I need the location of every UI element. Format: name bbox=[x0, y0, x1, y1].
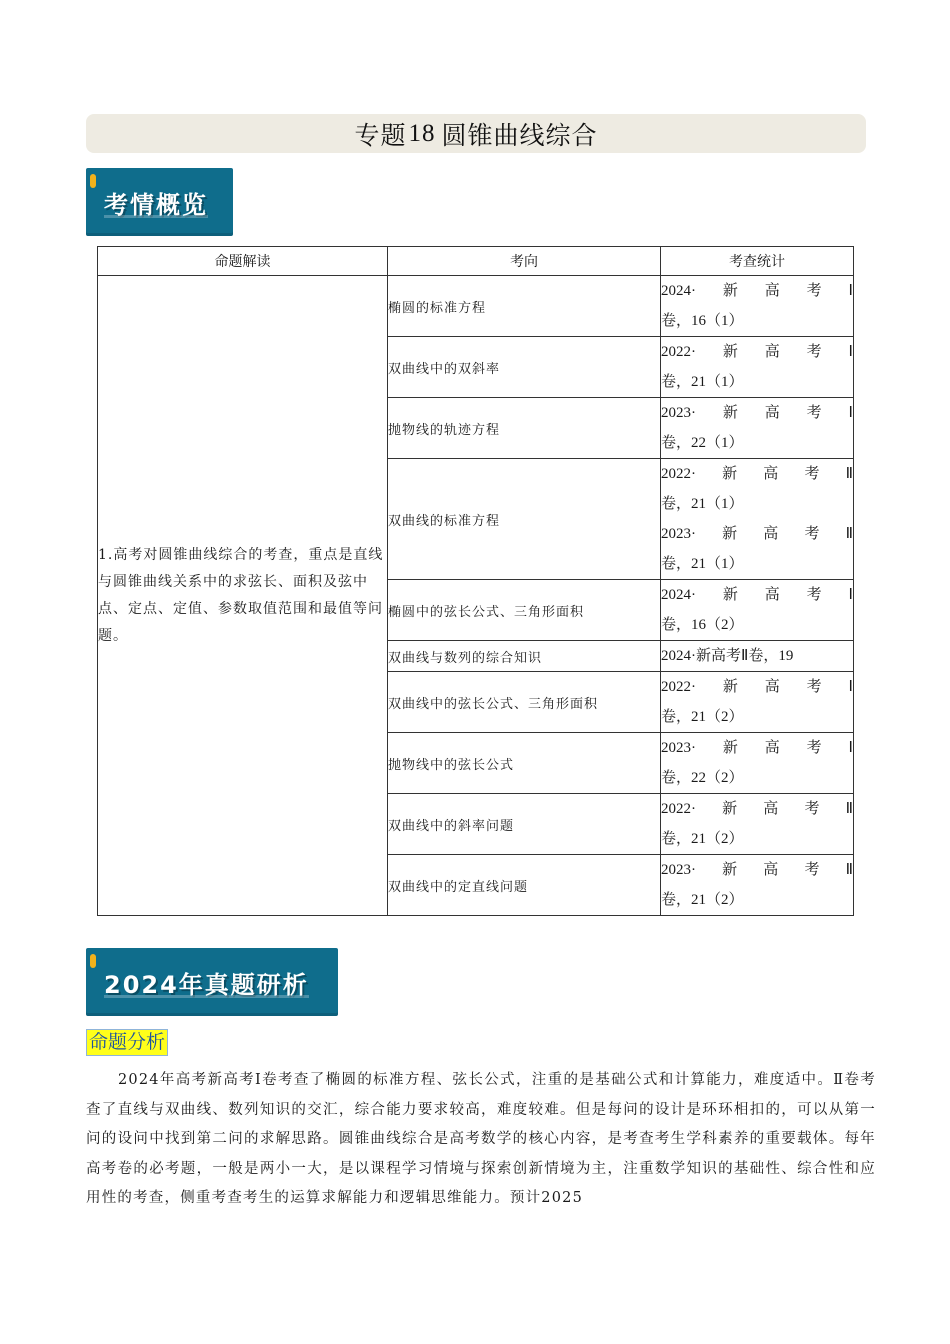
stat-line bbox=[661, 855, 853, 885]
stat-part: 2024· bbox=[661, 283, 696, 299]
stat-part: Ⅰ bbox=[848, 740, 853, 756]
stat-line bbox=[661, 672, 853, 702]
stat-part: 考 bbox=[804, 862, 820, 878]
stat-part: 2023· bbox=[661, 862, 696, 878]
exam-statistics bbox=[661, 580, 854, 641]
stat-part: 考 bbox=[804, 466, 820, 482]
exam-direction: 双曲线的标准方程 bbox=[388, 459, 661, 580]
stat-part: 2024· bbox=[661, 587, 696, 603]
stat-part: 考 bbox=[806, 283, 822, 299]
stat-part: 考 bbox=[804, 526, 820, 542]
stat-line: 卷，21（2） bbox=[661, 709, 744, 725]
exam-direction: 椭圆中的弦长公式、三角形面积 bbox=[388, 580, 661, 641]
stat-part: Ⅱ bbox=[845, 862, 853, 878]
analysis-paragraph: 2024年高考新高考Ⅰ卷考查了椭圆的标准方程、弦长公式，注重的是基础公式和计算能力，难度适中。Ⅱ卷考查了直线与双曲线、数列知识的交汇，综合能力要求较高，难度较难。但是每问的设计是环环相扣的，可以从第一问的设问中找到第二问的求解思路。圆锥曲线综合是高考数学的核心内容，是考查考生学科素养的重要载体。每年高考卷的必考题，一般是两小一大，是以课程学习情境与探索创新情境为主，注重数学知识的基础性、综合性和应用性的考查，侧重考查考生的运算求解能力和逻辑思维能力。预计2025 bbox=[86, 1072, 876, 1206]
exam-direction: 双曲线与数列的综合知识 bbox=[388, 641, 661, 672]
stat-line bbox=[661, 459, 853, 489]
stat-part: 2022· bbox=[661, 344, 696, 360]
title-prefix: 专题 bbox=[354, 120, 407, 150]
table-header-cell: 考向 bbox=[388, 247, 661, 276]
stat-part: Ⅰ bbox=[848, 405, 853, 421]
stat-line: 卷，22（1） bbox=[661, 435, 744, 451]
exam-statistics bbox=[661, 398, 854, 459]
stat-part: 高 bbox=[764, 679, 780, 695]
stat-text: 2024·新高考Ⅱ卷，19 bbox=[661, 648, 794, 664]
stat-part: 新 bbox=[722, 405, 738, 421]
exam-statistics bbox=[661, 733, 854, 794]
stat-part: 考 bbox=[806, 344, 822, 360]
stat-part: 新 bbox=[722, 344, 738, 360]
stat-line bbox=[661, 337, 853, 367]
stat-part: Ⅰ bbox=[848, 679, 853, 695]
stat-part: 2022· bbox=[661, 466, 696, 482]
stat-part: 新 bbox=[722, 283, 738, 299]
exam-statistics bbox=[661, 459, 854, 580]
stat-part: Ⅱ bbox=[845, 466, 853, 482]
topic-description: 1.高考对圆锥曲线综合的考查，重点是直线与圆锥曲线关系中的求弦长、面积及弦中点、定点、定值、参数取值范围和最值等问题。 bbox=[98, 276, 388, 916]
badge-notch bbox=[90, 954, 96, 968]
stat-part: 考 bbox=[806, 587, 822, 603]
stat-part: Ⅱ bbox=[845, 801, 853, 817]
stat-part: 2023· bbox=[661, 405, 696, 421]
stat-line bbox=[661, 794, 853, 824]
stat-part: 新 bbox=[722, 587, 738, 603]
stat-line: 卷，16（2） bbox=[661, 617, 744, 633]
stat-part: 新 bbox=[722, 526, 738, 542]
exam-statistics bbox=[661, 276, 854, 337]
stat-line: 卷，22（2） bbox=[661, 770, 744, 786]
badge-research-label: 2024年真题研析 bbox=[104, 965, 309, 1000]
stat-part: 新 bbox=[722, 466, 738, 482]
stat-line: 卷，16（1） bbox=[661, 313, 744, 329]
exam-statistics bbox=[661, 672, 854, 733]
exam-statistics bbox=[661, 855, 854, 916]
stat-part: 高 bbox=[763, 466, 779, 482]
exam-direction: 双曲线中的双斜率 bbox=[388, 337, 661, 398]
stat-part: 高 bbox=[764, 740, 780, 756]
stat-part: 高 bbox=[764, 283, 780, 299]
exam-direction: 抛物线的轨迹方程 bbox=[388, 398, 661, 459]
exam-statistics bbox=[661, 337, 854, 398]
stat-part: 新 bbox=[722, 740, 738, 756]
stat-line bbox=[661, 276, 853, 306]
stat-part: 考 bbox=[806, 679, 822, 695]
title-name: 圆锥曲线综合 bbox=[441, 120, 598, 150]
stat-part: Ⅱ bbox=[845, 526, 853, 542]
table-header-row bbox=[98, 247, 854, 276]
section-badge-overview bbox=[86, 168, 233, 236]
stat-line: 卷，21（1） bbox=[661, 374, 744, 390]
stat-part: 新 bbox=[722, 679, 738, 695]
stat-line: 卷，21（2） bbox=[661, 892, 744, 908]
table-row bbox=[98, 276, 854, 337]
page-title bbox=[86, 114, 866, 153]
stat-line bbox=[661, 398, 853, 428]
stat-part: 考 bbox=[806, 740, 822, 756]
stat-part: 高 bbox=[764, 587, 780, 603]
exam-direction: 椭圆的标准方程 bbox=[388, 276, 661, 337]
section-badge-research bbox=[86, 948, 338, 1016]
title-number: 18 bbox=[408, 119, 436, 147]
stat-part: 考 bbox=[806, 405, 822, 421]
stat-part: 2022· bbox=[661, 801, 696, 817]
exam-statistics bbox=[661, 794, 854, 855]
stat-line bbox=[661, 580, 853, 610]
stat-part: Ⅰ bbox=[848, 344, 853, 360]
exam-survey-table bbox=[97, 246, 854, 916]
table-header-cell: 考查统计 bbox=[661, 247, 854, 276]
exam-statistics bbox=[661, 641, 854, 672]
stat-part: 2023· bbox=[661, 526, 696, 542]
exam-direction: 双曲线中的定直线问题 bbox=[388, 855, 661, 916]
stat-part: 2022· bbox=[661, 679, 696, 695]
stat-line bbox=[661, 519, 853, 549]
stat-line: 卷，21（2） bbox=[661, 831, 744, 847]
stat-part: 高 bbox=[763, 862, 779, 878]
badge-overview-label: 考情概览 bbox=[104, 185, 208, 220]
stat-line: 卷，21（1） bbox=[661, 496, 744, 512]
stat-part: 高 bbox=[763, 801, 779, 817]
stat-part: Ⅰ bbox=[848, 283, 853, 299]
stat-part: 考 bbox=[804, 801, 820, 817]
badge-notch bbox=[90, 174, 96, 188]
stat-line: 卷，21（1） bbox=[661, 556, 744, 572]
stat-part: 高 bbox=[763, 526, 779, 542]
stat-part: 2023· bbox=[661, 740, 696, 756]
table-header-cell: 命题解读 bbox=[98, 247, 388, 276]
exam-direction: 抛物线中的弦长公式 bbox=[388, 733, 661, 794]
stat-line bbox=[661, 733, 853, 763]
stat-part: 高 bbox=[764, 405, 780, 421]
stat-part: 高 bbox=[764, 344, 780, 360]
analysis-heading: 命题分析 bbox=[86, 1029, 168, 1056]
stat-part: 新 bbox=[722, 862, 738, 878]
exam-direction: 双曲线中的斜率问题 bbox=[388, 794, 661, 855]
exam-direction: 双曲线中的弦长公式、三角形面积 bbox=[388, 672, 661, 733]
stat-part: 新 bbox=[722, 801, 738, 817]
stat-part: Ⅰ bbox=[848, 587, 853, 603]
